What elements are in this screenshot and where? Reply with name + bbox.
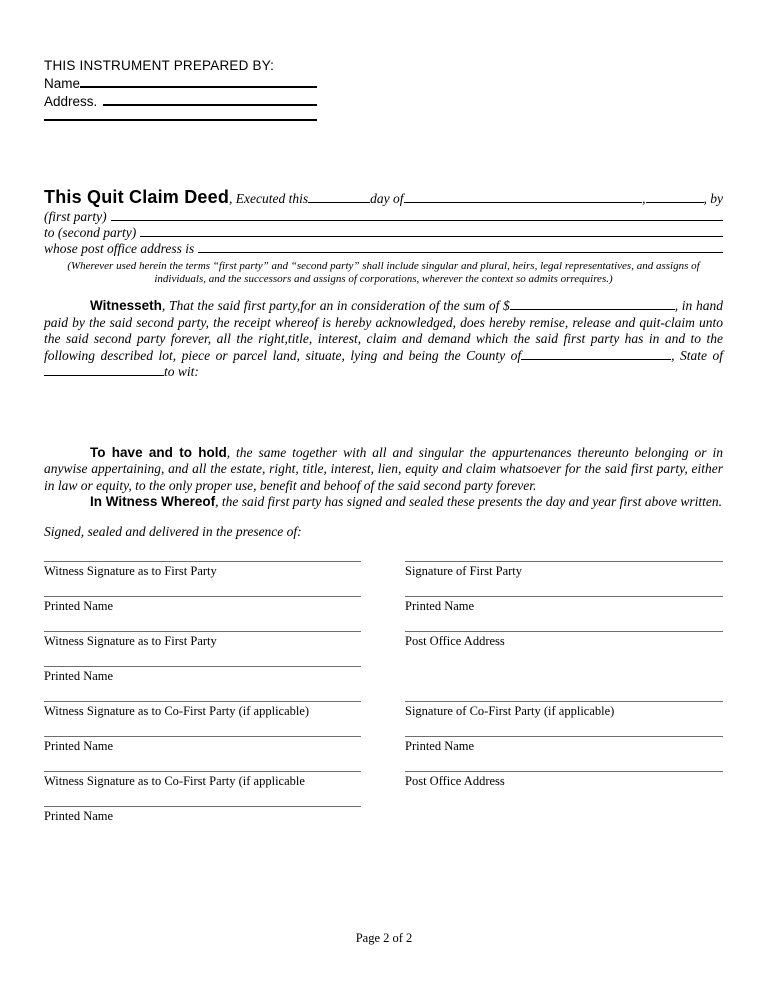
state-of-text: , State of bbox=[671, 347, 724, 363]
witnesseth-lead: Witnesseth bbox=[90, 298, 162, 313]
presence-statement: Signed, sealed and delivered in the presence of: bbox=[44, 523, 302, 539]
comma-text: , bbox=[642, 191, 646, 206]
witness-whereof-paragraph bbox=[44, 494, 723, 511]
empty-cell bbox=[405, 666, 723, 701]
signature-label: Post Office Address bbox=[405, 633, 505, 648]
signature-label: Signature of First Party bbox=[405, 563, 523, 578]
deed-title-row bbox=[44, 187, 723, 209]
signature-row bbox=[44, 631, 723, 666]
habendum-paragraph bbox=[44, 445, 723, 495]
to-wit-text: to wit: bbox=[164, 364, 199, 379]
preparer-name-label: Name bbox=[44, 76, 81, 91]
preparer-address-row bbox=[44, 93, 317, 111]
signature-label: Witness Signature as to Co-First Party (if applicable bbox=[44, 773, 305, 788]
signature-label: Printed Name bbox=[44, 738, 114, 753]
empty-cell bbox=[405, 806, 723, 841]
page-number: Page 2 of 2 bbox=[355, 931, 413, 945]
signature-label: Post Office Address bbox=[405, 773, 505, 788]
witnesseth-text-2: , in hand paid by the said second party, the receipt whereof is hereby acknowledged, does hereby remise, release and quit-claim unto the said second party forever, all the right,title, interest, claim and demand which the said first party has in and to the following described lot, piece or parcel land, situate, lying and being the County of bbox=[44, 298, 723, 363]
page-title: This Quit Claim Deed bbox=[44, 187, 230, 207]
first-party-row bbox=[44, 209, 723, 225]
habendum-text: , the same together with all and singular the appurtenances thereunto belonging or in anywise appertaining, and all the estate, right, title, interest, lien, equity and claim whatsoever for the said first party, either in law or equity, to the only proper use, benefit and behoof of the said second party forever. bbox=[44, 444, 723, 493]
signature-label: Printed Name bbox=[44, 808, 114, 823]
year-field[interactable] bbox=[646, 202, 704, 203]
signature-row bbox=[44, 701, 723, 736]
state-field[interactable] bbox=[44, 375, 164, 376]
month-field[interactable] bbox=[404, 202, 643, 203]
day-of-text: day of bbox=[370, 191, 404, 206]
day-field[interactable] bbox=[308, 202, 370, 203]
signature-label: Printed Name bbox=[405, 738, 475, 753]
first-party-label: (first party) bbox=[44, 209, 107, 224]
signature-label: Printed Name bbox=[44, 668, 114, 683]
preparer-address-field-line2[interactable] bbox=[44, 119, 317, 121]
signature-row bbox=[44, 806, 723, 841]
post-office-label: whose post office address is bbox=[44, 241, 195, 256]
signature-row bbox=[44, 666, 723, 701]
signature-label: Signature of Co-First Party (if applicable) bbox=[405, 703, 615, 718]
second-party-row bbox=[44, 225, 723, 241]
signature-section bbox=[44, 561, 723, 841]
second-party-field[interactable] bbox=[140, 236, 723, 237]
witness-whereof-text: , the said first party has signed and sealed these presents the day and year first above written. bbox=[215, 494, 722, 509]
prepared-by-block bbox=[44, 57, 317, 121]
signature-label: Witness Signature as to First Party bbox=[44, 563, 217, 578]
executed-this-text: , Executed this bbox=[229, 191, 309, 206]
by-text: , by bbox=[703, 191, 723, 206]
signature-row bbox=[44, 596, 723, 631]
sum-amount-field[interactable] bbox=[510, 309, 675, 310]
signature-label: Witness Signature as to First Party bbox=[44, 633, 217, 648]
preparer-address-label: Address. bbox=[44, 94, 98, 109]
signature-label: Printed Name bbox=[44, 598, 114, 613]
terms-notice: (Wherever used herein the terms “first party” and “second party” shall include singular and plural, heirs, legal representatives, and assigns of individuals, and the successors and assigns of corporations, wherever the context so admits orrequires.) bbox=[67, 260, 700, 285]
signature-label: Witness Signature as to Co-First Party (if applicable) bbox=[44, 703, 310, 718]
to-have-and-to-hold-lead: To have and to hold bbox=[90, 444, 227, 460]
signature-label: Printed Name bbox=[405, 598, 475, 613]
signature-row bbox=[44, 561, 723, 596]
preparer-name-field[interactable] bbox=[80, 86, 317, 88]
witnesseth-paragraph bbox=[44, 298, 723, 381]
preparer-name-row bbox=[44, 75, 317, 93]
witnesseth-text-1: , That the said first party,for an in consideration of the sum of $ bbox=[161, 298, 510, 313]
preparer-address-field[interactable] bbox=[103, 104, 317, 106]
county-field[interactable] bbox=[521, 359, 671, 360]
signature-row bbox=[44, 771, 723, 806]
post-office-address-row bbox=[44, 241, 723, 257]
first-party-field[interactable] bbox=[111, 220, 723, 221]
second-party-label: to (second party) bbox=[44, 225, 137, 240]
prepared-by-heading: THIS INSTRUMENT PREPARED BY: bbox=[44, 58, 275, 73]
post-office-field[interactable] bbox=[198, 252, 723, 253]
signature-row bbox=[44, 736, 723, 771]
in-witness-whereof-lead: In Witness Whereof bbox=[90, 494, 216, 509]
